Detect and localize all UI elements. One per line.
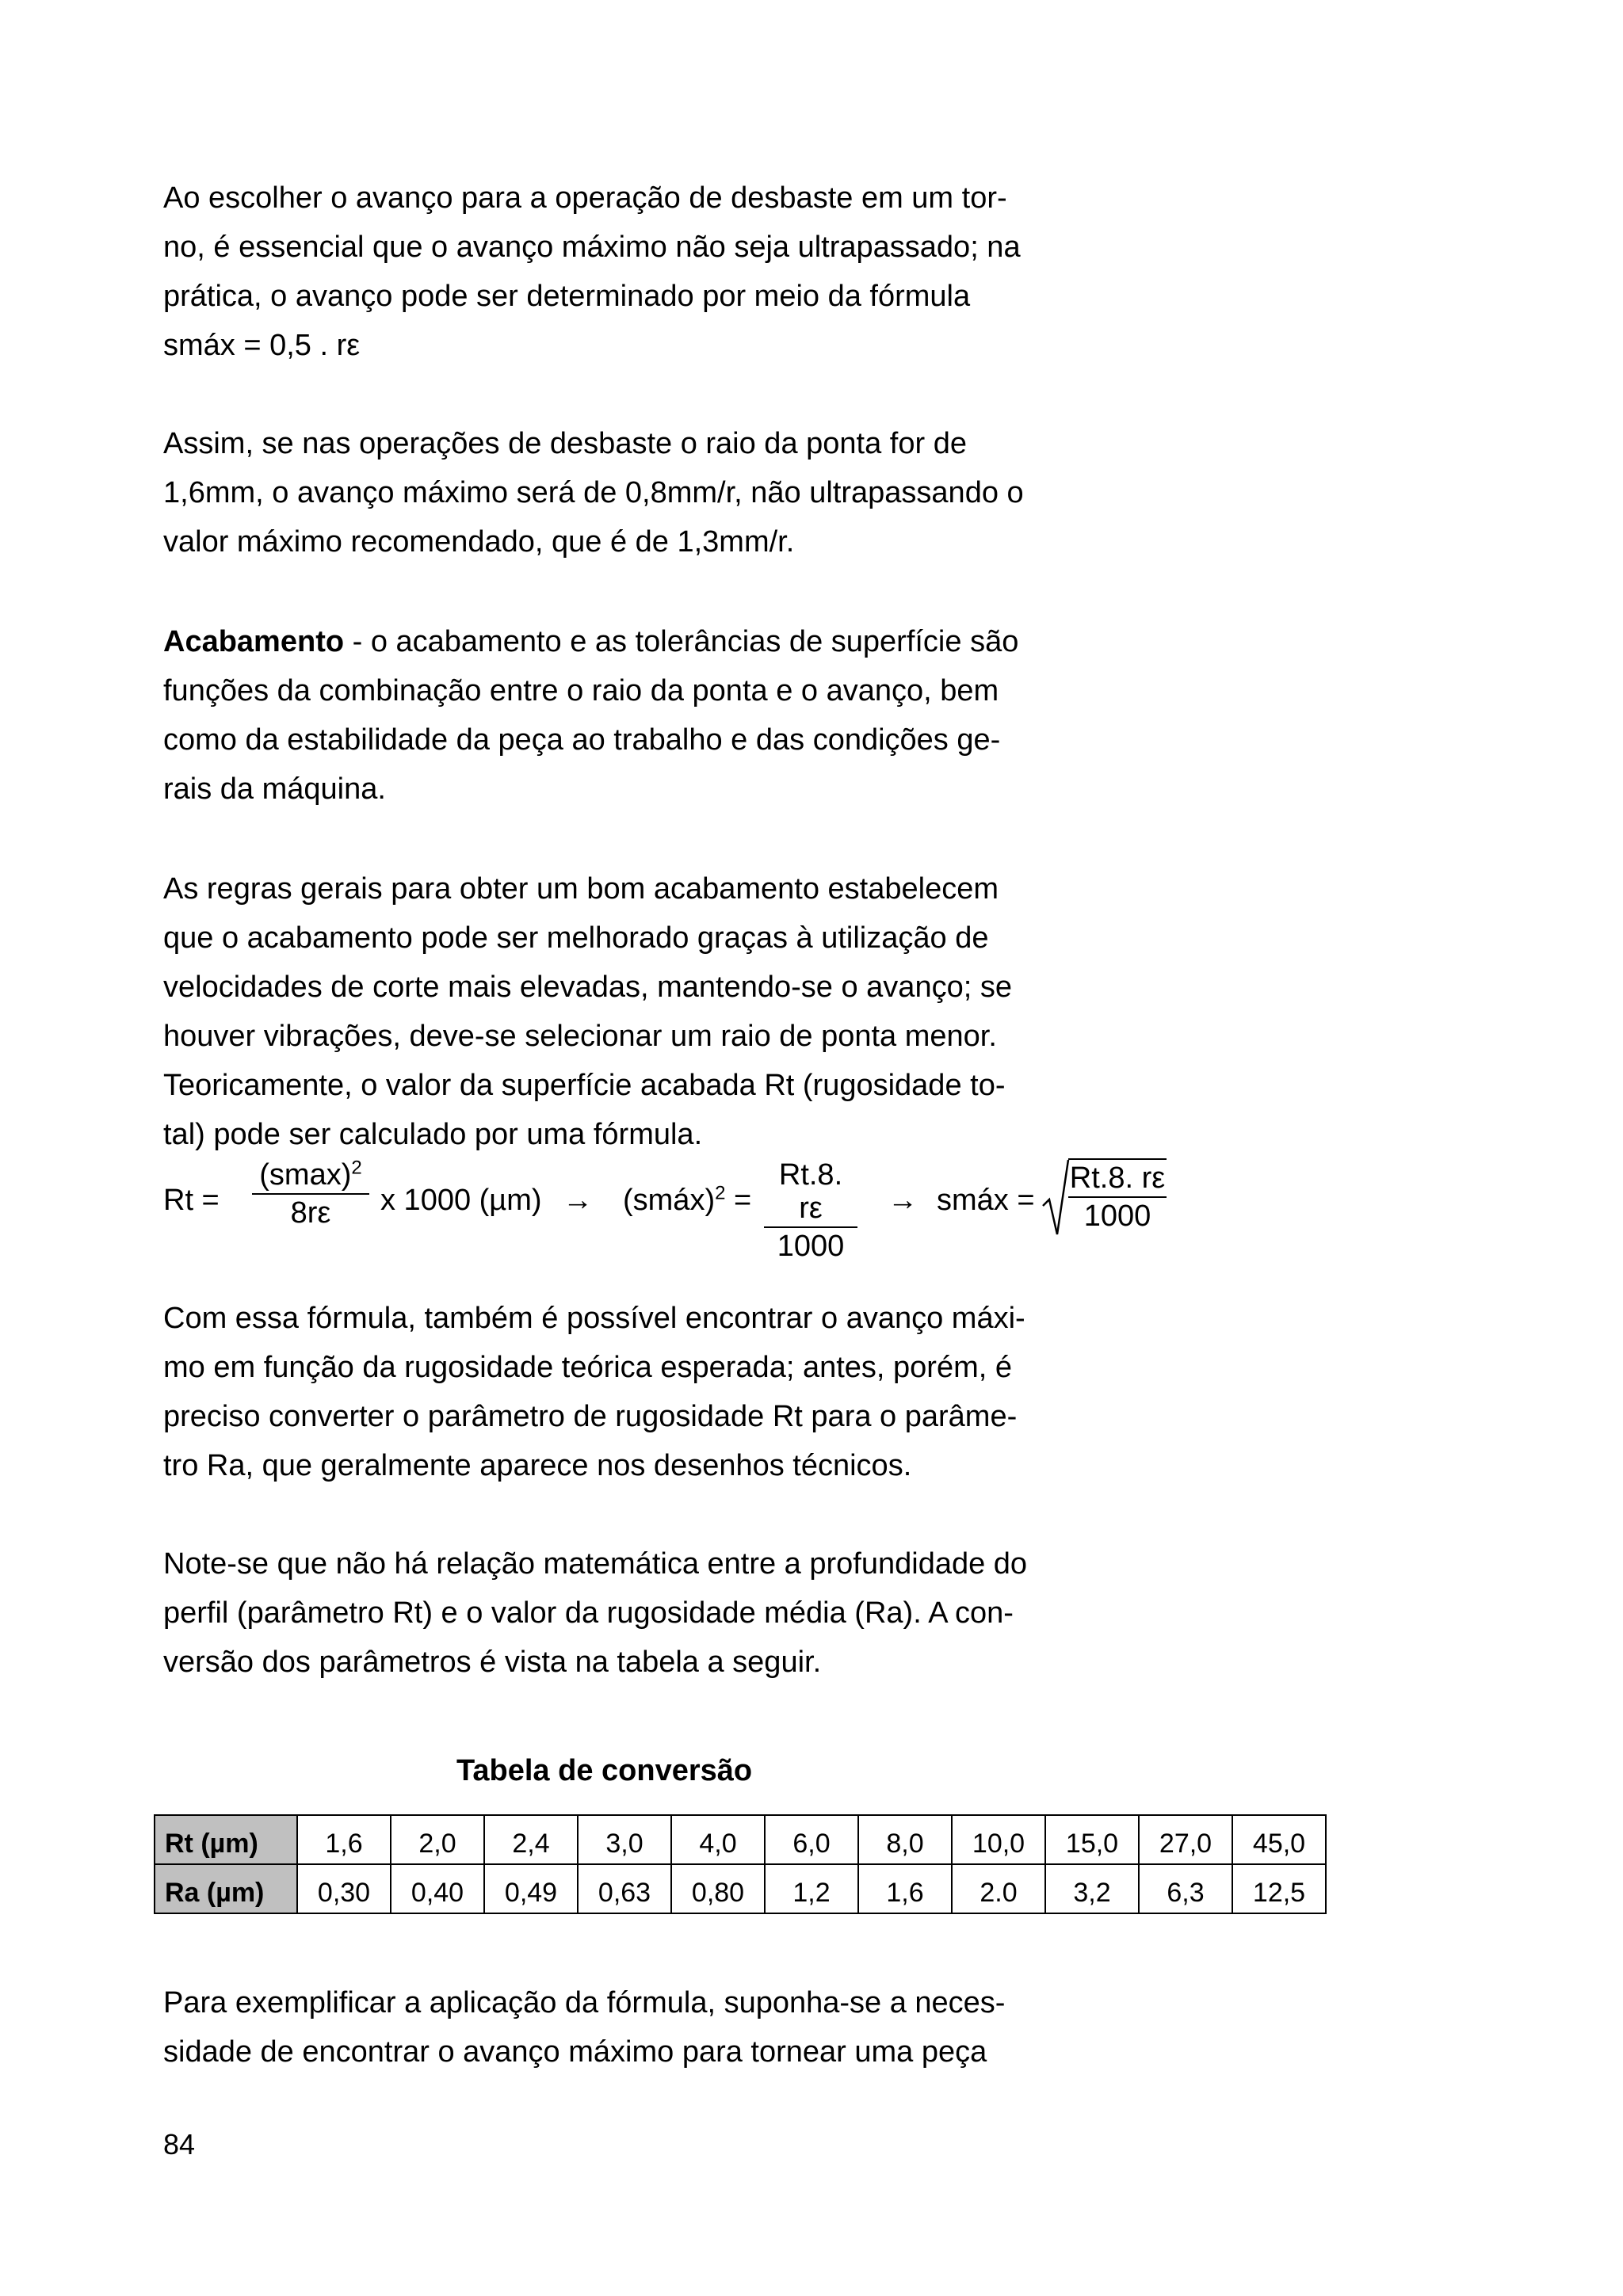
fraction-2-bar	[764, 1226, 857, 1228]
table-cell: 3,2	[1045, 1864, 1139, 1913]
fraction-3-numerator: Rt.8. rε	[1069, 1161, 1166, 1195]
table-cell: 6,0	[765, 1815, 858, 1864]
paragraph-2-line-2: 1,6mm, o avanço máximo será de 0,8mm/r, não ultrapassando o	[163, 476, 1024, 509]
table-cell: 1,6	[297, 1815, 391, 1864]
table-row-ra	[155, 1864, 1326, 1913]
formula-arrow-1: →	[563, 1184, 593, 1217]
paragraph-4-line-3: velocidades de corte mais elevadas, mantendo-se o avanço; se	[163, 971, 1012, 1004]
fraction-2-numerator: Rt.8. rε	[778, 1158, 843, 1225]
paragraph-3-line-3: como da estabilidade da peça ao trabalho e das condições ge-	[163, 723, 1001, 757]
table-cell: 45,0	[1232, 1815, 1326, 1864]
paragraph-5-line-3: preciso converter o parâmetro de rugosidade Rt para o parâme-	[163, 1400, 1018, 1433]
fraction-3-bar	[1068, 1196, 1167, 1198]
table-title: Tabela de conversão	[456, 1754, 753, 1787]
table-cell: 8,0	[858, 1815, 952, 1864]
paragraph-1-line-3: prática, o avanço pode ser determinado por meio da fórmula	[163, 280, 971, 313]
paragraph-1-line-1: Ao escolher o avanço para a operação de desbaste em um tor-	[163, 181, 1007, 215]
fraction-3-denominator: 1000	[1083, 1199, 1151, 1233]
bold-term: Acabamento	[163, 625, 345, 658]
conversion-table	[154, 1814, 1327, 1914]
paragraph-7-line-1: Para exemplificar a aplicação da fórmula, suponha-se a neces-	[163, 1986, 1006, 2019]
formula-times: x 1000 (µm)	[380, 1184, 542, 1217]
paragraph-7-line-2: sidade de encontrar o avanço máximo para tornear uma peça	[163, 2035, 987, 2069]
formula-smax-eq: smáx =	[937, 1184, 1035, 1217]
table-cell: 2.0	[952, 1864, 1045, 1913]
row-header-ra: Ra (µm)	[155, 1864, 297, 1913]
table-row-rt	[155, 1815, 1326, 1864]
table-cell: 12,5	[1232, 1864, 1326, 1913]
table-cell: 0,30	[297, 1864, 391, 1913]
table-cell: 1,6	[858, 1864, 952, 1913]
table-cell: 27,0	[1139, 1815, 1232, 1864]
roughness-formula	[163, 1157, 1193, 1263]
formula-fraction-1	[252, 1158, 369, 1230]
paragraph-5-line-1: Com essa fórmula, também é possível encontrar o avanço máxi-	[163, 1302, 1025, 1335]
table-cell: 10,0	[952, 1815, 1045, 1864]
fraction-1-bar	[252, 1193, 369, 1195]
table-cell: 0,40	[391, 1864, 484, 1913]
square-root-overbar	[1068, 1158, 1167, 1160]
table-cell: 0,80	[671, 1864, 765, 1913]
paragraph-6-line-2: perfil (parâmetro Rt) e o valor da rugosidade média (Ra). A con-	[163, 1596, 1014, 1630]
formula-fraction-3	[1068, 1161, 1167, 1233]
paragraph-4-line-2: que o acabamento pode ser melhorado graças à utilização de	[163, 921, 989, 955]
page-number: 84	[163, 2128, 196, 2161]
paragraph-5-line-2: mo em função da rugosidade teórica esperada; antes, porém, é	[163, 1351, 1012, 1384]
paragraph-4-line-4: houver vibrações, deve-se selecionar um raio de ponta menor.	[163, 1020, 997, 1053]
table-cell: 15,0	[1045, 1815, 1139, 1864]
paragraph-3-line-1	[163, 624, 1018, 659]
fraction-2-denominator: 1000	[777, 1230, 845, 1263]
formula-smax-squared: (smáx)$^2$ =	[623, 1182, 752, 1217]
table-cell: 2,4	[484, 1815, 578, 1864]
paragraph-5-line-4: tro Ra, que geralmente aparece nos desenhos técnicos.	[163, 1449, 912, 1482]
table-cell: 6,3	[1139, 1864, 1232, 1913]
table-cell: 1,2	[765, 1864, 858, 1913]
row-header-rt: Rt (µm)	[155, 1815, 297, 1864]
table-cell: 4,0	[671, 1815, 765, 1864]
paragraph-1-line-4: smáx = 0,5 . rε	[163, 329, 361, 362]
paragraph-6-line-1: Note-se que não há relação matemática entre a profundidade do	[163, 1547, 1028, 1581]
paragraph-4-line-5: Teoricamente, o valor da superfície acabada Rt (rugosidade to-	[163, 1069, 1006, 1102]
paragraph-4-line-1: As regras gerais para obter um bom acabamento estabelecem	[163, 872, 999, 906]
formula-lhs: Rt =	[163, 1184, 220, 1217]
paragraph-3-line-4: rais da máquina.	[163, 772, 386, 806]
table-cell: 3,0	[578, 1815, 671, 1864]
fraction-1-numerator: $(smax)^2$	[259, 1157, 362, 1192]
table-cell: 0,63	[578, 1864, 671, 1913]
table-cell: 0,49	[484, 1864, 578, 1913]
table-cell: 2,0	[391, 1815, 484, 1864]
formula-fraction-2	[764, 1158, 857, 1263]
paragraph-1-line-2: no, é essencial que o avanço máximo não seja ultrapassado; na	[163, 231, 1021, 264]
paragraph-3-line-1-rest: - o acabamento e as tolerâncias de superfície são	[344, 625, 1019, 658]
formula-arrow-2: →	[888, 1184, 918, 1217]
paragraph-2-line-3: valor máximo recomendado, que é de 1,3mm/r.	[163, 525, 795, 559]
paragraph-2-line-1: Assim, se nas operações de desbaste o raio da ponta for de	[163, 427, 967, 460]
square-root-icon	[1041, 1158, 1070, 1236]
paragraph-3-line-2: funções da combinação entre o raio da ponta e o avanço, bem	[163, 674, 999, 707]
fraction-1-denominator: 8rε	[290, 1196, 331, 1230]
paragraph-6-line-3: versão dos parâmetros é vista na tabela a seguir.	[163, 1646, 822, 1679]
paragraph-4-line-6: tal) pode ser calculado por uma fórmula.	[163, 1118, 703, 1151]
